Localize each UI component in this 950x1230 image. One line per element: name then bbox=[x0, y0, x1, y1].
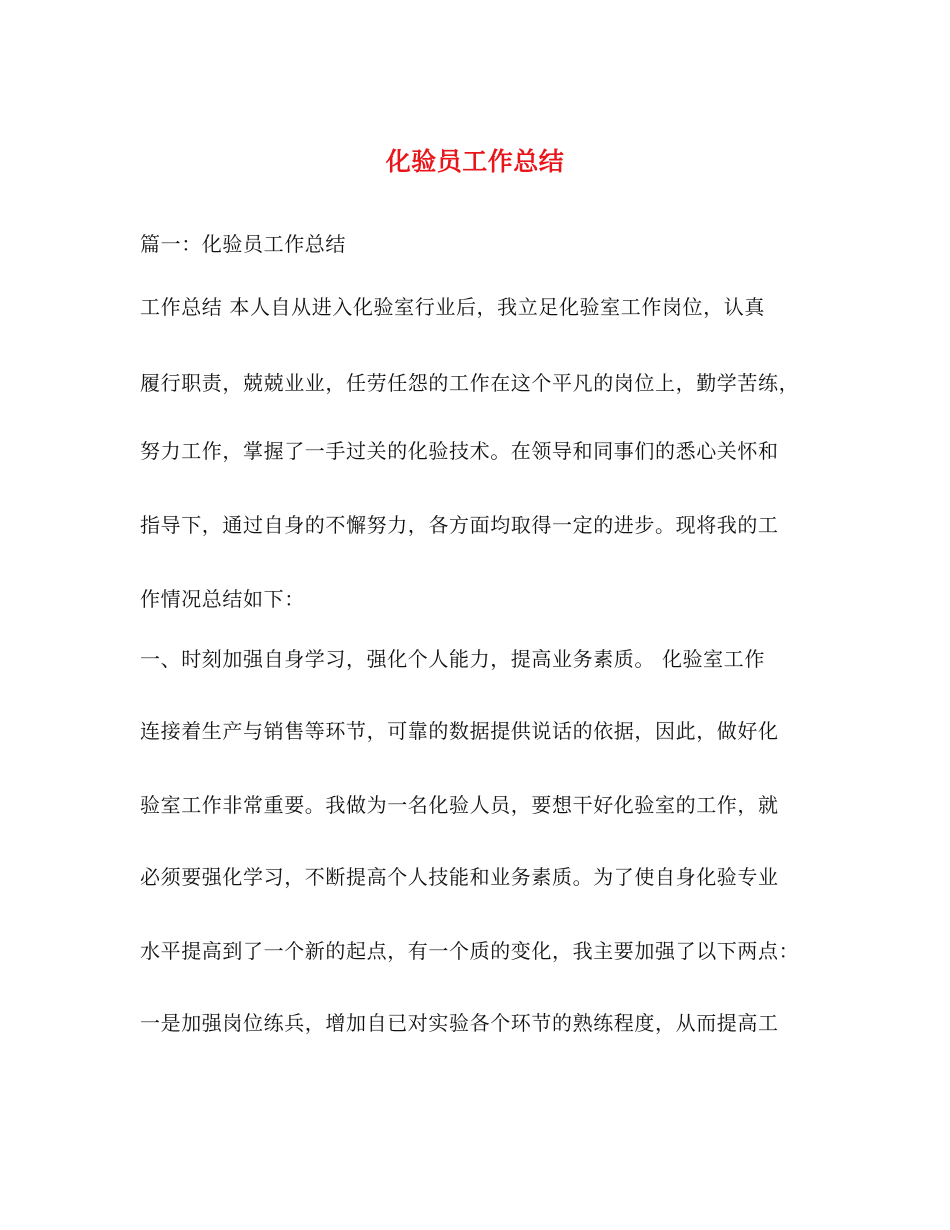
body-line: 连接着生产与销售等环节，可靠的数据提供说话的依据，因此，做好化 bbox=[140, 719, 779, 743]
body-line: 必须要强化学习，不断提高个人技能和业务素质。为了使自身化验专业 bbox=[140, 865, 779, 889]
body-line: 一是加强岗位练兵，增加自已对实验各个环节的熟练程度，从而提高工 bbox=[140, 1011, 779, 1035]
body-line: 作情况总结如下： bbox=[140, 587, 305, 611]
body-line: 验室工作非常重要。我做为一名化验人员，要想干好化验室的工作，就 bbox=[140, 793, 779, 817]
body-line: 一、时刻加强自身学习，强化个人能力，提高业务素质。 化验室工作 bbox=[140, 647, 765, 671]
section-heading: 篇一：化验员工作总结 bbox=[140, 232, 346, 256]
body-line: 努力工作，掌握了一手过关的化验技术。在领导和同事们的悉心关怀和 bbox=[140, 439, 779, 463]
body-line: 指导下，通过自身的不懈努力，各方面均取得一定的进步。现将我的工 bbox=[140, 513, 779, 537]
document-title: 化验员工作总结 bbox=[385, 147, 565, 176]
body-line: 工作总结 本人自从进入化验室行业后，我立足化验室工作岗位，认真 bbox=[140, 295, 765, 319]
body-line: 履行职责，兢兢业业，任劳任怨的工作在这个平凡的岗位上，勤学苦练， bbox=[140, 371, 800, 395]
body-line: 水平提高到了一个新的起点，有一个质的变化，我主要加强了以下两点： bbox=[140, 939, 800, 963]
